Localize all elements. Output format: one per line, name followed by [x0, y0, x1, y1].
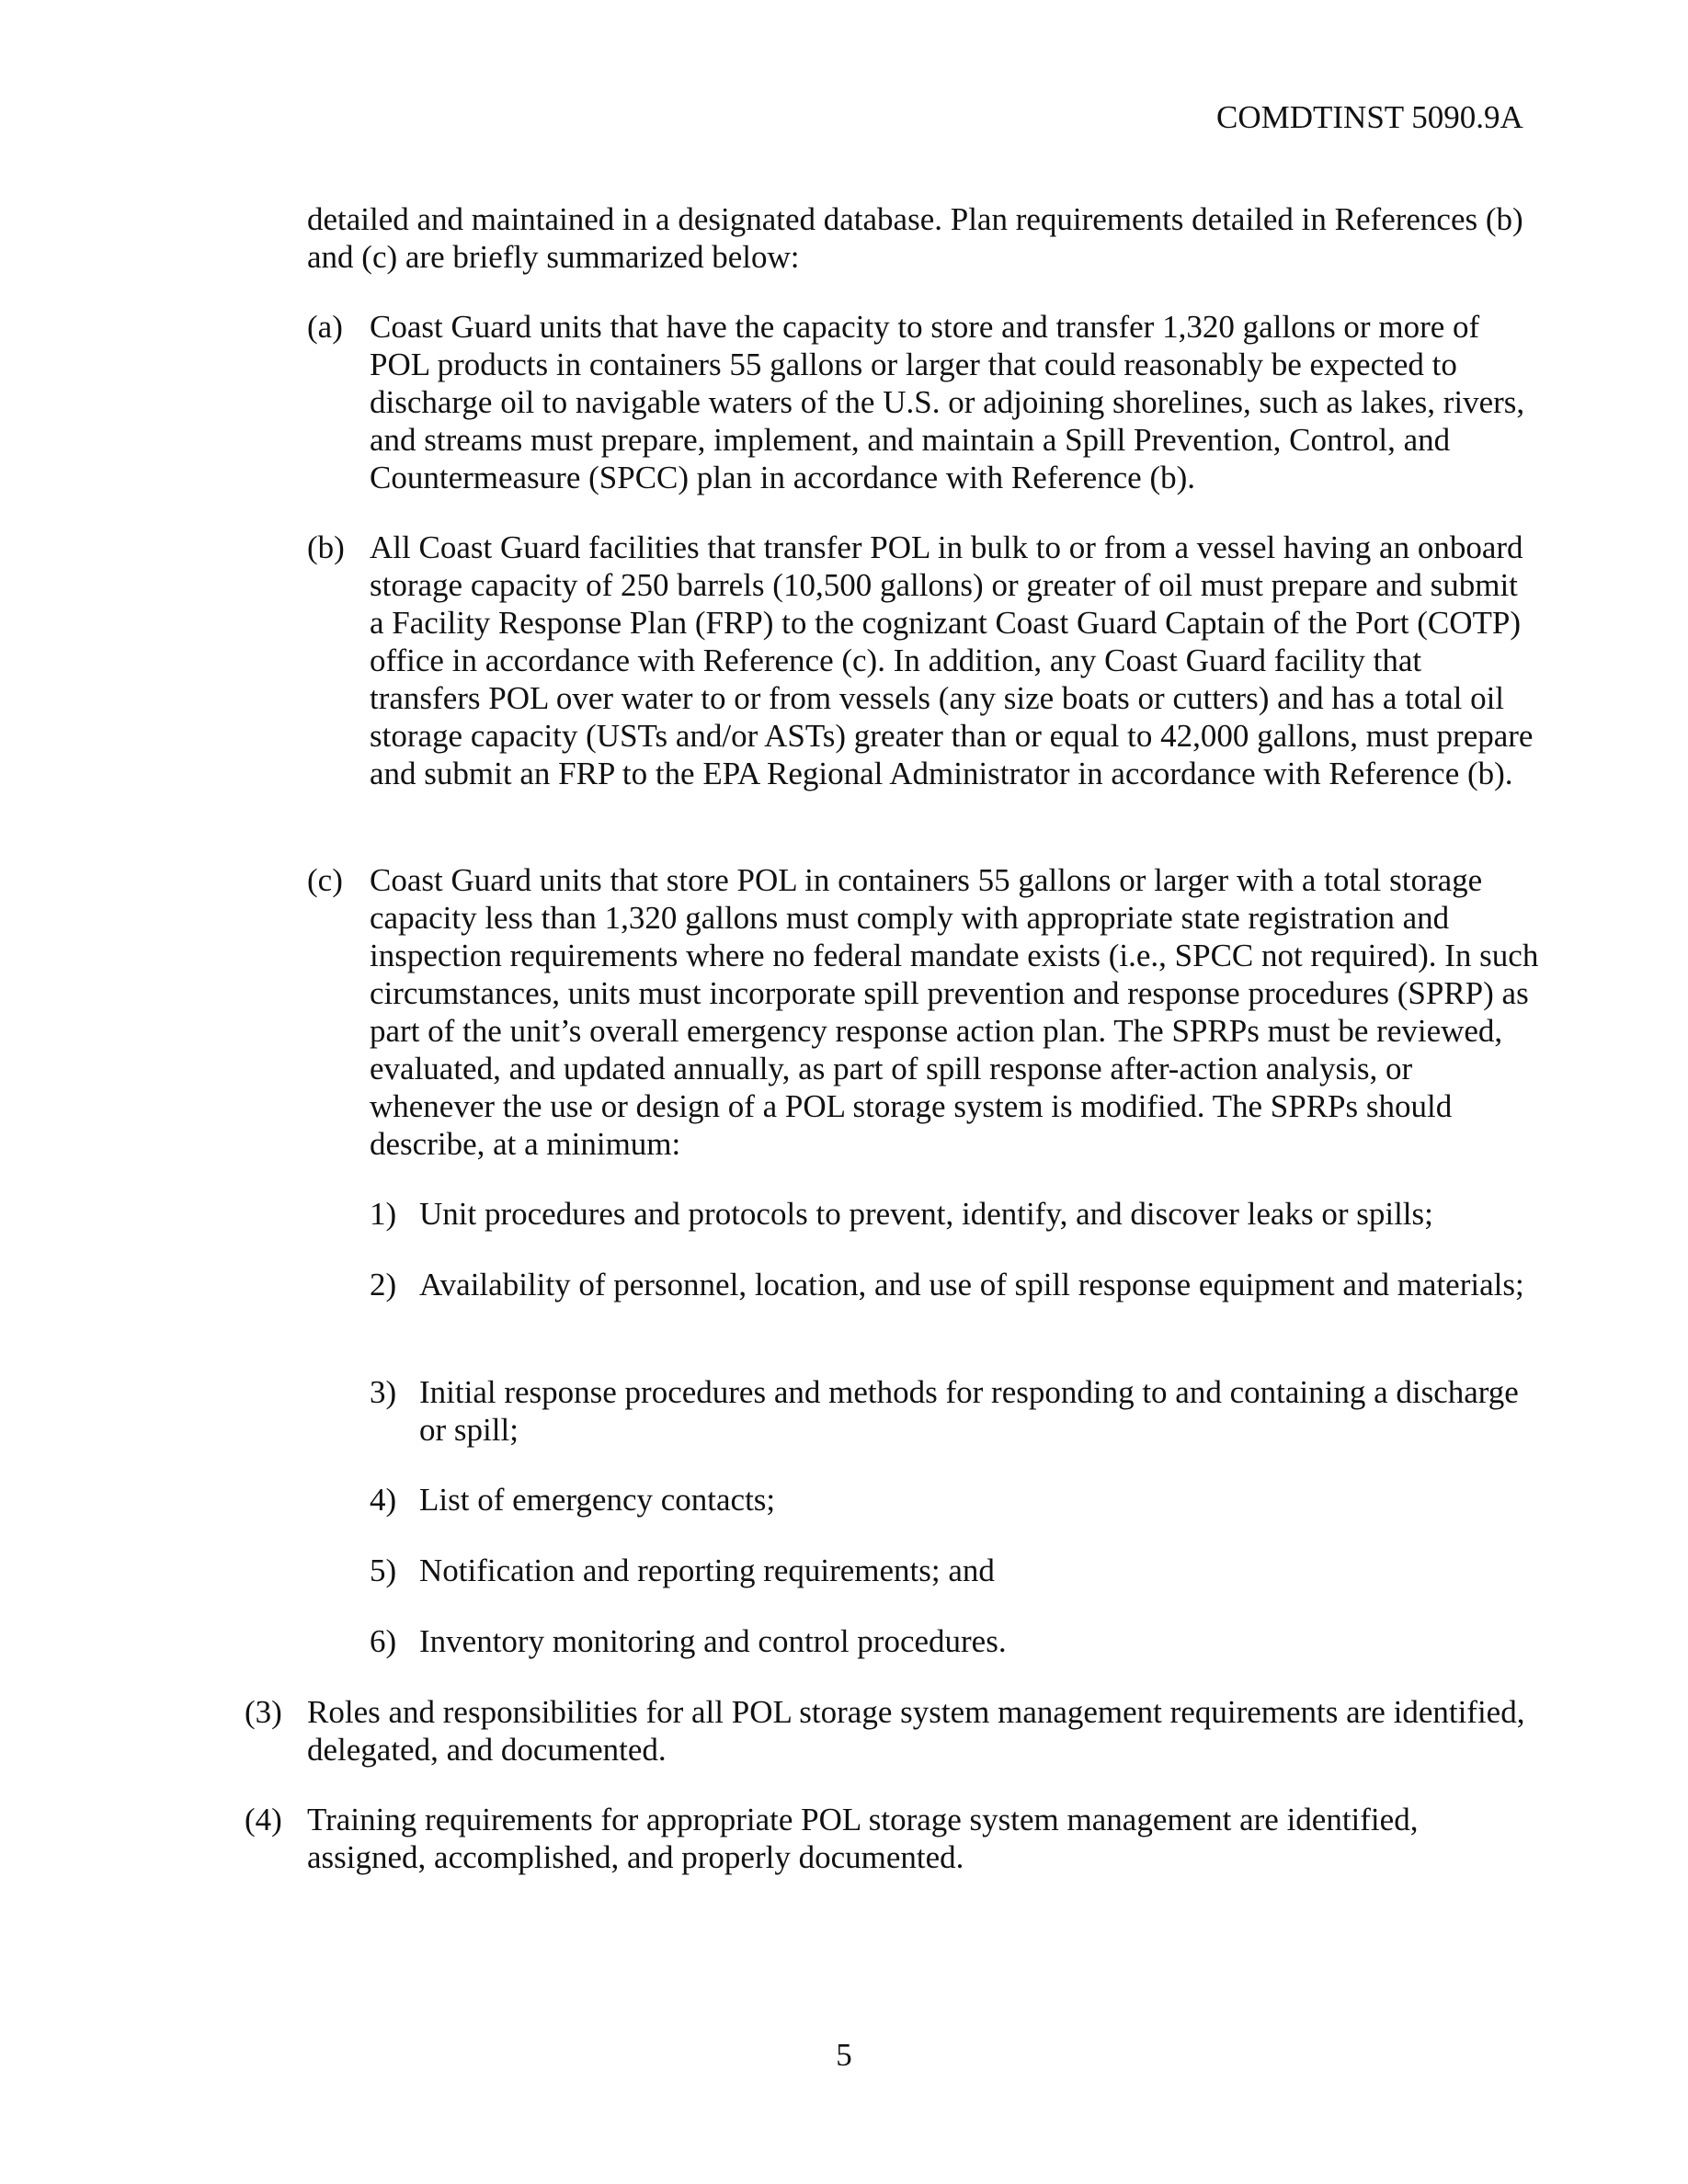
- page-number: 5: [836, 2037, 852, 2073]
- intro-paragraph: detailed and maintained in a designated database. Plan requirements detailed in References (b) and (c) are briefly summarized below:: [307, 201, 1523, 275]
- numbered-item-text: Inventory monitoring and control procedures.: [419, 1623, 1007, 1659]
- list-item-c: [307, 861, 1539, 1163]
- paragraph-3: [245, 1693, 1532, 1769]
- paragraph-text: Roles and responsibilities for all POL storage system management requirements are identified, delegated, and documented.: [307, 1694, 1525, 1768]
- numbered-marker: 5): [370, 1553, 397, 1588]
- numbered-item-text: Initial response procedures and methods for responding to and containing a discharge or spill;: [419, 1374, 1519, 1448]
- numbered-item-text: Notification and reporting requirements; and: [419, 1553, 995, 1588]
- list-marker: (c): [307, 862, 343, 898]
- numbered-marker: 1): [370, 1196, 397, 1232]
- paragraph-text: Training requirements for appropriate POL storage system management are identified, assigned, accomplished, and properly documented.: [307, 1802, 1419, 1875]
- numbered-marker: 2): [370, 1267, 397, 1302]
- numbered-item-2: [370, 1266, 1539, 1303]
- numbered-item-1: [370, 1195, 1539, 1233]
- paragraph-4: [245, 1801, 1532, 1876]
- numbered-item-text: List of emergency contacts;: [419, 1482, 776, 1518]
- numbered-item-5: [370, 1552, 1539, 1589]
- numbered-item-3: [370, 1373, 1539, 1449]
- numbered-marker: 6): [370, 1623, 397, 1659]
- list-item-text: All Coast Guard facilities that transfer POL in bulk to or from a vessel having an onboard storage capacity of 250 barrels (10,500 gallons) or greater of oil must prepare and submit a Facility Response Plan (FRP) to the cognizant Coast Guard Captain of the Port (COTP) office in accordance with Reference (c). In addition, any Coast Guard facility that transfers POL over water to or from vessels (any size boats or cutters) and has a total oil storage capacity (USTs and/or ASTs) greater than or equal to 42,000 gallons, must prepare and submit an FRP to the EPA Regional Administrator in accordance with Reference (b).: [370, 529, 1534, 791]
- paragraph-marker: (4): [245, 1802, 282, 1837]
- document-identifier: COMDTINST 5090.9A: [1216, 99, 1523, 135]
- list-item-a: [307, 308, 1539, 496]
- list-marker: (a): [307, 309, 343, 345]
- list-marker: (b): [307, 529, 345, 565]
- list-item-text: Coast Guard units that store POL in containers 55 gallons or larger with a total storage capacity less than 1,320 gallons must comply with appropriate state registration and inspection requirements where no federal mandate exists (i.e., SPCC not required). In such circumstances, units must incorporate spill prevention and response procedures (SPRP) as part of the unit’s overall emergency response action plan. The SPRPs must be reviewed, evaluated, and updated annually, as part of spill response after-action analysis, or whenever the use or design of a POL storage system is modified. The SPRPs should describe, at a minimum:: [370, 862, 1539, 1162]
- list-item-b: [307, 529, 1539, 792]
- numbered-item-text: Availability of personnel, location, and use of spill response equipment and materials;: [419, 1267, 1524, 1302]
- numbered-marker: 4): [370, 1482, 397, 1518]
- numbered-marker: 3): [370, 1374, 397, 1410]
- numbered-item-text: Unit procedures and protocols to prevent, identify, and discover leaks or spills;: [419, 1196, 1433, 1232]
- numbered-item-4: [370, 1481, 1539, 1519]
- paragraph-marker: (3): [245, 1694, 282, 1730]
- list-item-text: Coast Guard units that have the capacity to store and transfer 1,320 gallons or more of POL products in containers 55 gallons or larger that could reasonably be expected to discharge oil to navigable waters of the U.S. or adjoining shorelines, such as lakes, rivers, and streams must prepare, implement, and maintain a Spill Prevention, Control, and Countermeasure (SPCC) plan in accordance with Reference (b).: [370, 309, 1525, 495]
- numbered-item-6: [370, 1622, 1539, 1660]
